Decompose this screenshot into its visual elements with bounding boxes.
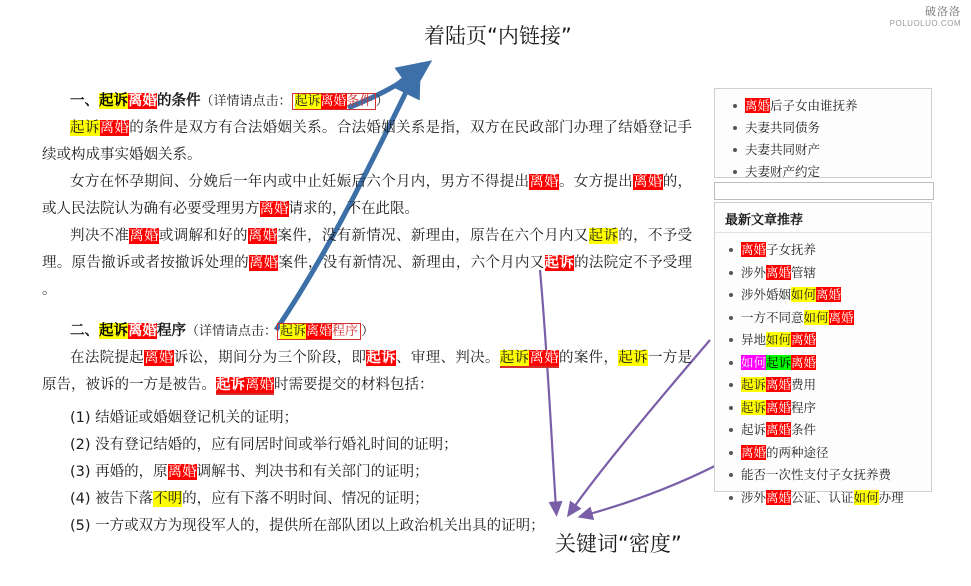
panel-link-list [715,233,931,513]
list-item: (5) 一方或双方为现役军人的，提供所在部队团以上政治机关出具的证明； [70,518,545,534]
sidebar-link[interactable]: 夫妻财产约定 [745,161,927,183]
paragraph-3: 判决不准离婚或调解和好的离婚案件，没有新情况、新理由，原告在六个月内又起诉的，不予受理。原告撤诉或者按撤诉处理的离婚案件，没有新情况、新理由，六个月内又起诉的法院定不予受理 。 [42,228,693,298]
heading-1-note: （详情请点击： [200,94,292,109]
watermark [890,6,961,28]
heading-2-note: （详情请点击： [186,324,278,339]
panel-link[interactable]: 离婚子女抚养 [741,239,927,262]
panel-link[interactable]: 涉外离婚公证、认证如何办理 [741,487,927,510]
panel-link[interactable]: 一方不同意如何离婚 [741,307,927,330]
annotation-keyword-density: 关键词“密度” [555,532,682,556]
sidebar-top-links [714,88,932,178]
panel-link[interactable]: 涉外离婚管辖 [741,262,927,285]
panel-link[interactable]: 起诉离婚费用 [741,374,927,397]
watermark-line1: 破洛洛 [925,6,961,18]
watermark-line2: POLUOLUO.COM [889,18,961,28]
panel-link[interactable]: 离婚的两种途径 [741,442,927,465]
panel-link[interactable]: 起诉离婚程序 [741,397,927,420]
heading-2-link[interactable]: 起诉离婚程序 [277,323,361,340]
paragraph-2: 女方在怀孕期间、分娩后一年内或中止妊娠后六个月内，男方不得提出离婚。女方提出离婚的，或人民法院认为确有必要受理男方离婚请求的，不在此限。 [42,174,693,217]
panel-link[interactable]: 能否一次性支付子女抚养费 [741,464,927,487]
sidebar-link[interactable]: 夫妻共同财产 [745,139,927,161]
heading-2-text: 二、起诉离婚程序 [70,323,186,339]
panel-link[interactable]: 起诉离婚条件 [741,419,927,442]
list-item: (1) 结婚证或婚姻登记机关的证明； [70,410,299,426]
sidebar-link[interactable]: 离婚后子女由谁抚养 [745,95,927,117]
list-item: (4) 被告下落不明的，应有下落不明时间、情况的证明； [70,491,429,507]
panel-link[interactable]: 涉外婚姻如何离婚 [741,284,927,307]
list-item: (2) 没有登记结婚的，应有同居时间或举行婚礼时间的证明； [70,437,458,453]
paragraph-4: 在法院提起离婚诉讼，期间分为三个阶段，即起诉、审理、判决。起诉离婚的案件，起诉一方是原告，被诉的一方是被告。起诉离婚时需要提交的材料包括： [42,350,693,393]
panel-link[interactable]: 如何起诉离婚 [741,352,927,375]
heading-1-text: 一、起诉离婚的条件 [70,93,201,109]
heading-1-link[interactable]: 起诉离婚条件 [292,93,376,110]
paragraph-1: 起诉离婚的条件是双方有合法婚姻关系。合法婚姻关系是指，双方在民政部门办理了结婚登记手续或构成事实婚姻关系。 [42,120,693,163]
panel-link[interactable]: 异地如何离婚 [741,329,927,352]
panel-title: 最新文章推荐 [715,203,931,233]
sidebar-search-input[interactable] [714,182,934,200]
list-item: (3) 再婚的，原离婚调解书、判决书和有关部门的证明； [70,464,429,480]
section-heading-2: 二、起诉离婚程序（详情请点击： 起诉离婚程序 ） [70,323,375,339]
article-body [42,88,692,540]
section-heading-1: 一、起诉离婚的条件（详情请点击： 起诉离婚条件 ） [70,93,389,109]
sidebar-recommend-panel [714,202,932,505]
annotation-inner-links: 着陆页“内链接” [424,24,572,48]
sidebar-link[interactable]: 夫妻共同债务 [745,117,927,139]
